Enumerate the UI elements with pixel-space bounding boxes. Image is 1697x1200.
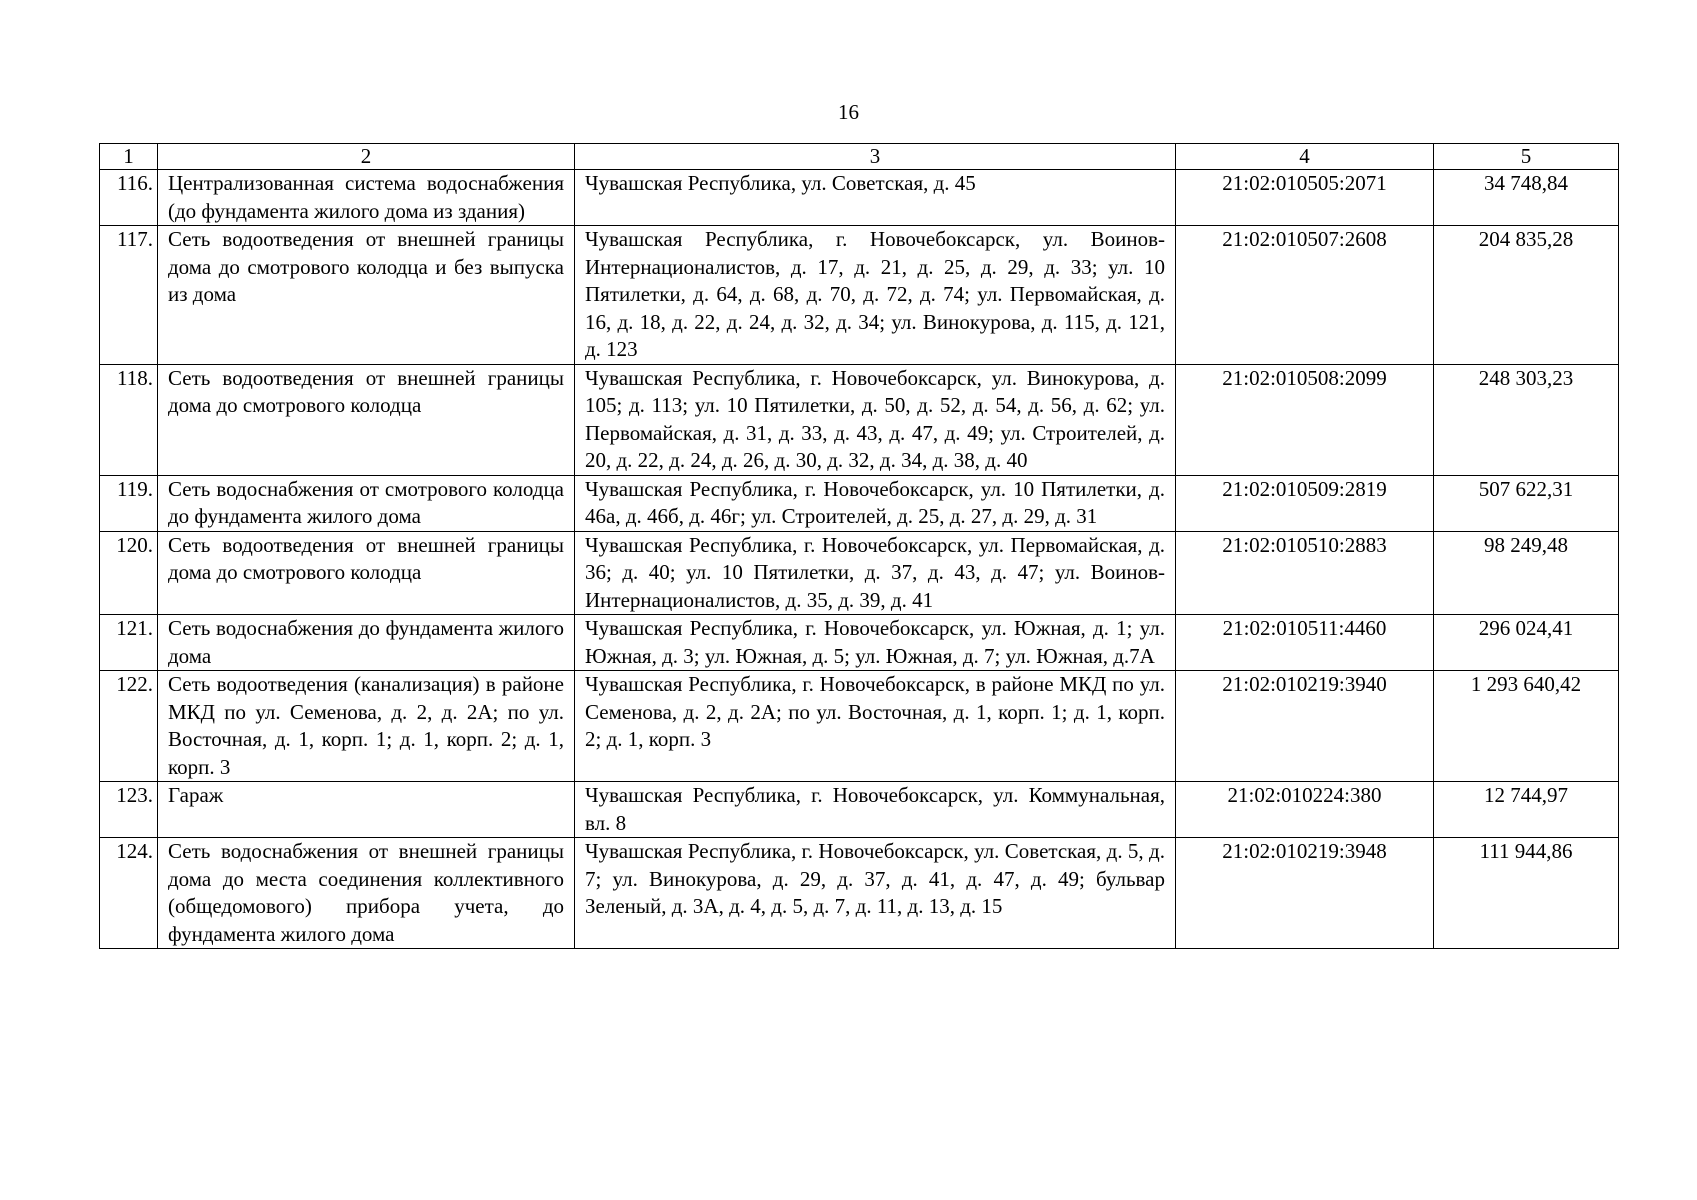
header-cell-1: 1 bbox=[100, 144, 158, 170]
object-name: Сеть водоснабжения до фундамента жилого дома bbox=[158, 615, 575, 671]
object-address: Чувашская Республика, ул. Советская, д. 45 bbox=[575, 170, 1176, 226]
table-row bbox=[100, 226, 1619, 365]
object-value: 111 944,86 bbox=[1434, 838, 1619, 949]
object-name: Сеть водоотведения от внешней границы дома до смотрового колодца bbox=[158, 364, 575, 475]
object-address: Чувашская Республика, г. Новочебоксарск, ул. Винокурова, д. 105; д. 113; ул. 10 Пятилетки, д. 50, д. 52, д. 54, д. 56, д. 62; ул. Первомайская, д. 31, д. 33, д. 43, д. 47, д. 49; ул. Строителей, д. 20, д. 22, д. 24, д. 26, д. 30, д. 32, д. 34, д. 38, д. 40 bbox=[575, 364, 1176, 475]
cadastral-number: 21:02:010219:3940 bbox=[1176, 671, 1434, 782]
header-cell-5: 5 bbox=[1434, 144, 1619, 170]
object-value: 12 744,97 bbox=[1434, 782, 1619, 838]
table-row bbox=[100, 170, 1619, 226]
object-value: 296 024,41 bbox=[1434, 615, 1619, 671]
row-number: 122. bbox=[100, 671, 158, 782]
object-name: Сеть водоснабжения от смотрового колодца до фундамента жилого дома bbox=[158, 475, 575, 531]
row-number: 118. bbox=[100, 364, 158, 475]
object-name: Централизованная система водоснабжения (до фундамента жилого дома из здания) bbox=[158, 170, 575, 226]
row-number: 120. bbox=[100, 531, 158, 615]
row-number: 124. bbox=[100, 838, 158, 949]
cadastral-number: 21:02:010224:380 bbox=[1176, 782, 1434, 838]
row-number: 123. bbox=[100, 782, 158, 838]
object-value: 507 622,31 bbox=[1434, 475, 1619, 531]
table-row bbox=[100, 364, 1619, 475]
table-row bbox=[100, 615, 1619, 671]
object-value: 204 835,28 bbox=[1434, 226, 1619, 365]
object-name: Сеть водоснабжения от внешней границы дома до места соединения коллективного (общедомового) прибора учета, до фундамента жилого дома bbox=[158, 838, 575, 949]
table-header-row bbox=[100, 144, 1619, 170]
object-address: Чувашская Республика, г. Новочебоксарск, ул. Первомайская, д. 36; д. 40; ул. 10 Пятилетки, д. 37, д. 43, д. 47; ул. Воинов-Интернационалистов, д. 35, д. 39, д. 41 bbox=[575, 531, 1176, 615]
object-address: Чувашская Республика, г. Новочебоксарск, ул. Южная, д. 1; ул. Южная, д. 3; ул. Южная, д. 5; ул. Южная, д. 7; ул. Южная, д.7А bbox=[575, 615, 1176, 671]
header-cell-2: 2 bbox=[158, 144, 575, 170]
object-address: Чувашская Республика, г. Новочебоксарск, ул. Воинов-Интернационалистов, д. 17, д. 21, д. 25, д. 29, д. 33; ул. 10 Пятилетки, д. 64, д. 68, д. 70, д. 72, д. 74; ул. Первомайская, д. 16, д. 18, д. 22, д. 24, д. 32, д. 34; ул. Винокурова, д. 115, д. 121, д. 123 bbox=[575, 226, 1176, 365]
header-cell-4: 4 bbox=[1176, 144, 1434, 170]
table-row bbox=[100, 838, 1619, 949]
cadastral-number: 21:02:010509:2819 bbox=[1176, 475, 1434, 531]
object-address: Чувашская Республика, г. Новочебоксарск, ул. Советская, д. 5, д. 7; ул. Винокурова, д. 29, д. 37, д. 41, д. 47, д. 49; бульвар Зеленый, д. 3А, д. 4, д. 5, д. 7, д. 11, д. 13, д. 15 bbox=[575, 838, 1176, 949]
table-row bbox=[100, 475, 1619, 531]
cadastral-number: 21:02:010508:2099 bbox=[1176, 364, 1434, 475]
object-value: 34 748,84 bbox=[1434, 170, 1619, 226]
object-value: 98 249,48 bbox=[1434, 531, 1619, 615]
row-number: 121. bbox=[100, 615, 158, 671]
object-address: Чувашская Республика, г. Новочебоксарск, в районе МКД по ул. Семенова, д. 2, д. 2А; по ул. Восточная, д. 1, корп. 1; д. 1, корп. 2; д. 1, корп. 3 bbox=[575, 671, 1176, 782]
object-address: Чувашская Республика, г. Новочебоксарск, ул. Коммунальная, вл. 8 bbox=[575, 782, 1176, 838]
cadastral-number: 21:02:010511:4460 bbox=[1176, 615, 1434, 671]
cadastral-number: 21:02:010510:2883 bbox=[1176, 531, 1434, 615]
object-name: Сеть водоотведения от внешней границы дома до смотрового колодца bbox=[158, 531, 575, 615]
table-row bbox=[100, 531, 1619, 615]
cadastral-number: 21:02:010507:2608 bbox=[1176, 226, 1434, 365]
cadastral-number: 21:02:010219:3948 bbox=[1176, 838, 1434, 949]
table-row bbox=[100, 782, 1619, 838]
table-row bbox=[100, 671, 1619, 782]
row-number: 116. bbox=[100, 170, 158, 226]
object-name: Гараж bbox=[158, 782, 575, 838]
row-number: 119. bbox=[100, 475, 158, 531]
row-number: 117. bbox=[100, 226, 158, 365]
cadastral-number: 21:02:010505:2071 bbox=[1176, 170, 1434, 226]
property-table bbox=[99, 143, 1619, 949]
object-name: Сеть водоотведения (канализация) в районе МКД по ул. Семенова, д. 2, д. 2А; по ул. Восточная, д. 1, корп. 1; д. 1, корп. 2; д. 1, корп. 3 bbox=[158, 671, 575, 782]
header-cell-3: 3 bbox=[575, 144, 1176, 170]
page-number: 16 bbox=[838, 100, 859, 124]
object-value: 248 303,23 bbox=[1434, 364, 1619, 475]
object-address: Чувашская Республика, г. Новочебоксарск, ул. 10 Пятилетки, д. 46а, д. 46б, д. 46г; ул. Строителей, д. 25, д. 27, д. 29, д. 31 bbox=[575, 475, 1176, 531]
object-name: Сеть водоотведения от внешней границы дома до смотрового колодца и без выпуска из дома bbox=[158, 226, 575, 365]
object-value: 1 293 640,42 bbox=[1434, 671, 1619, 782]
